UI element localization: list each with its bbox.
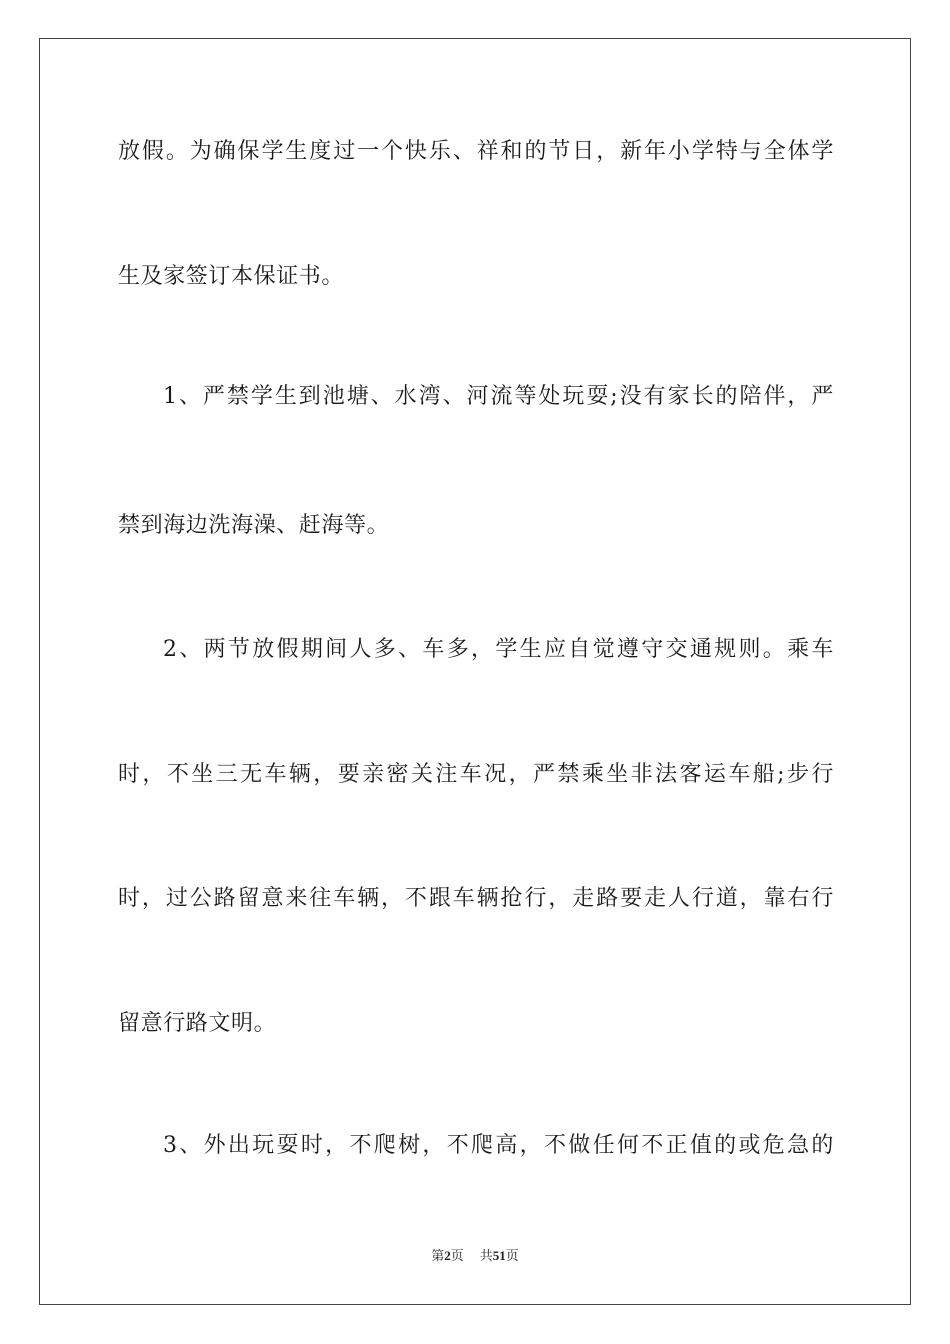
body-line-3: 1、严禁学生到池塘、水湾、河流等处玩耍;没有家长的陪伴，严 xyxy=(163,384,834,409)
body-line-4: 禁到海边洗海澡、赶海等。 xyxy=(118,513,390,538)
body-line-6: 时，不坐三无车辆，要亲密关注车况，严禁乘坐非法客运车船;步行 xyxy=(118,762,834,787)
body-line-1: 放假。为确保学生度过一个快乐、祥和的节日，新年小学特与全体学 xyxy=(118,139,834,164)
total-prefix: 共 xyxy=(479,1249,493,1264)
page-prefix: 第 xyxy=(431,1249,445,1264)
body-line-8: 留意行路文明。 xyxy=(118,1011,277,1036)
body-line-9: 3、外出玩耍时，不爬树，不爬高，不做任何不正值的或危急的 xyxy=(163,1133,834,1158)
total-suffix: 页 xyxy=(505,1249,519,1264)
body-line-5: 2、两节放假期间人多、车多，学生应自觉遵守交通规则。乘车 xyxy=(163,637,834,662)
page-footer xyxy=(0,1247,950,1266)
page-number: 2 xyxy=(444,1248,451,1263)
body-line-2: 生及家签订本保证书。 xyxy=(118,264,345,289)
page-suffix: 页 xyxy=(450,1249,464,1264)
total-pages: 51 xyxy=(492,1248,506,1263)
page-border xyxy=(39,38,911,1305)
body-line-7: 时，过公路留意来往车辆，不跟车辆抢行，走路要走人行道，靠右行 xyxy=(118,886,834,911)
